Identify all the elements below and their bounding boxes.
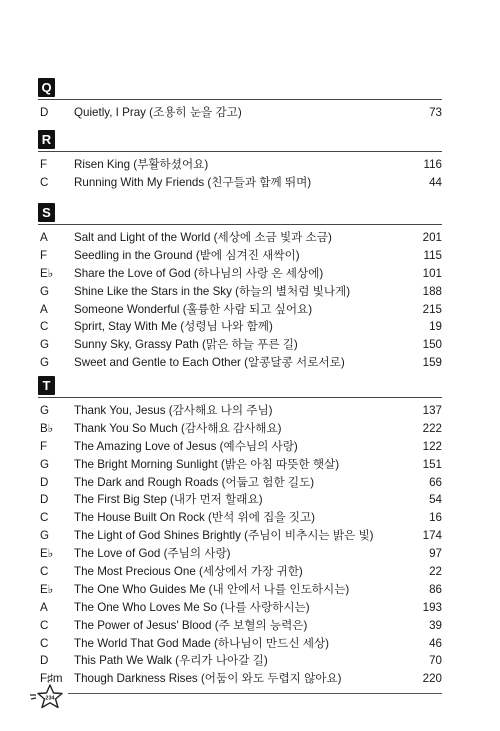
song-key: C (40, 618, 49, 632)
song-page: 19 (429, 320, 442, 334)
song-key: G (40, 284, 50, 298)
song-key: G (40, 338, 50, 352)
song-key: D (40, 654, 49, 668)
index-entry (38, 301, 442, 319)
song-page: 22 (429, 565, 442, 579)
index-entry (38, 563, 442, 581)
index-entry (38, 318, 442, 336)
song-page: 44 (429, 175, 442, 189)
index-entry (38, 104, 442, 122)
song-key: C (40, 511, 49, 525)
song-page: 222 (422, 421, 442, 435)
song-page: 39 (429, 618, 442, 632)
index-entry (38, 283, 442, 301)
song-title: Seedling in the Ground (밭에 심겨진 새싹이) (74, 248, 300, 262)
section-rule (38, 99, 442, 100)
song-page: 215 (422, 302, 442, 316)
section-s (38, 203, 442, 372)
index-entry (38, 174, 442, 192)
song-page: 151 (422, 457, 442, 471)
song-key: B♭ (40, 421, 54, 435)
song-key: C (40, 565, 49, 579)
song-title: The Dark and Rough Roads (어둡고 험한 길도) (74, 475, 315, 489)
song-key: E♭ (40, 547, 54, 561)
song-key: A (40, 600, 48, 614)
song-key: G (40, 529, 50, 543)
song-title: Thank You So Much (감사해요 감사해요) (74, 421, 282, 435)
song-key: D (40, 106, 49, 119)
song-title: The Love of God (주님의 사랑) (74, 547, 231, 561)
song-key: F (40, 248, 48, 262)
song-key: G (40, 404, 50, 417)
song-key: E♭ (40, 266, 54, 280)
song-title: The House Built On Rock (반석 위에 집을 짓고) (74, 511, 316, 525)
song-key: A (40, 231, 48, 244)
song-key: F (40, 439, 48, 453)
index-entry (38, 456, 442, 474)
song-page: 137 (422, 404, 442, 417)
section-q (38, 78, 442, 122)
song-key: F♯m (40, 672, 63, 686)
song-title: The World That God Made (하나님이 만드신 세상) (74, 636, 330, 650)
section-t (38, 376, 442, 688)
song-page: 115 (423, 248, 442, 262)
song-page: 54 (429, 493, 442, 507)
section-letter: Q (38, 78, 55, 97)
section-rule (38, 151, 442, 152)
index-entry (38, 599, 442, 617)
song-title: Share the Love of God (하나님의 사랑 온 세상에) (74, 266, 324, 280)
index-entry (38, 474, 442, 492)
song-title: The Bright Morning Sunlight (밝은 아침 따뜻한 햇살) (74, 457, 340, 471)
index-entry (38, 545, 442, 563)
song-key: D (40, 475, 49, 489)
song-key: F (40, 158, 48, 171)
song-page: 101 (422, 266, 442, 280)
song-title: This Path We Walk (우리가 나아갈 길) (74, 654, 268, 668)
song-page: 220 (422, 672, 442, 686)
song-page: 70 (429, 654, 442, 668)
index-entry (38, 635, 442, 653)
index-entry (38, 527, 442, 545)
song-key: G (40, 356, 50, 370)
song-page: 46 (429, 636, 442, 650)
song-page: 116 (423, 158, 442, 171)
index-entry (38, 229, 442, 247)
song-page: 97 (429, 547, 442, 561)
index-entry (38, 438, 442, 456)
song-title: Though Darkness Rises (어둠이 와도 두렵지 않아요) (74, 672, 342, 686)
song-title: The Most Precious One (세상에서 가장 귀한) (74, 565, 303, 579)
song-title: Running With My Friends (친구들과 함께 뛰며) (74, 175, 312, 189)
song-key: E♭ (40, 582, 54, 596)
index-entry (38, 354, 442, 372)
section-rule (38, 397, 442, 398)
song-title: Sprirt, Stay With Me (성령님 나와 함께) (74, 320, 273, 334)
song-title: Sunny Sky, Grassy Path (맑은 하늘 푸른 길) (74, 338, 298, 352)
song-key: G (40, 457, 50, 471)
index-entry (38, 247, 442, 265)
song-page: 122 (422, 439, 442, 453)
index-entry (38, 491, 442, 509)
section-letter: S (38, 203, 55, 222)
song-page: 188 (422, 284, 442, 298)
song-title: The One Who Guides Me (내 안에서 나를 인도하시는) (74, 582, 350, 596)
index-entry (38, 652, 442, 670)
song-key: A (40, 302, 48, 316)
section-r (38, 130, 442, 192)
song-page: 174 (422, 529, 442, 543)
index-entry (38, 402, 442, 420)
section-rule (38, 224, 442, 225)
song-page: 86 (429, 582, 442, 596)
song-page: 201 (422, 231, 442, 244)
song-key: C (40, 636, 49, 650)
song-key: D (40, 493, 49, 507)
index-entry (38, 156, 442, 174)
song-title: The Light of God Shines Brightly (주님이 비추시는 밝은 빛) (74, 529, 374, 543)
song-title: Someone Wonderful (훌륭한 사람 되고 싶어요) (74, 302, 313, 316)
song-key: C (40, 320, 49, 334)
page-number: 234 (45, 695, 55, 702)
index-entry (38, 509, 442, 527)
index-entry (38, 265, 442, 283)
index-entry (38, 420, 442, 438)
song-title: Salt and Light of the World (세상에 소금 빛과 소금) (74, 231, 332, 244)
index-entry (38, 581, 442, 599)
song-title: Quietly, I Pray (조용히 눈을 감고) (74, 106, 242, 119)
song-title: The Power of Jesus' Blood (주 보혈의 능력은) (74, 618, 308, 632)
page-footer (28, 683, 442, 713)
footer-rule (68, 693, 442, 694)
section-letter: R (38, 130, 55, 149)
song-page: 150 (422, 338, 442, 352)
song-title: Shine Like the Stars in the Sky (하늘의 별처럼 빛나게) (74, 284, 351, 298)
song-page: 73 (429, 106, 442, 119)
index-entry (38, 336, 442, 354)
song-page: 193 (422, 600, 442, 614)
song-page: 159 (422, 356, 442, 370)
star-icon (28, 683, 68, 713)
index-entry (38, 617, 442, 635)
song-title: The First Big Step (내가 먼저 할래요) (74, 493, 263, 507)
song-title: Risen King (부활하셨어요) (74, 158, 209, 171)
song-page: 66 (429, 475, 442, 489)
song-title: Sweet and Gentle to Each Other (알콩달콩 서로서로) (74, 356, 345, 370)
section-letter: T (38, 376, 55, 395)
song-title: The Amazing Love of Jesus (예수님의 사랑) (74, 439, 298, 453)
song-page: 16 (429, 511, 442, 525)
song-key: C (40, 175, 49, 189)
song-title: Thank You, Jesus (감사해요 나의 주님) (74, 404, 273, 417)
song-title: The One Who Loves Me So (나를 사랑하시는) (74, 600, 310, 614)
